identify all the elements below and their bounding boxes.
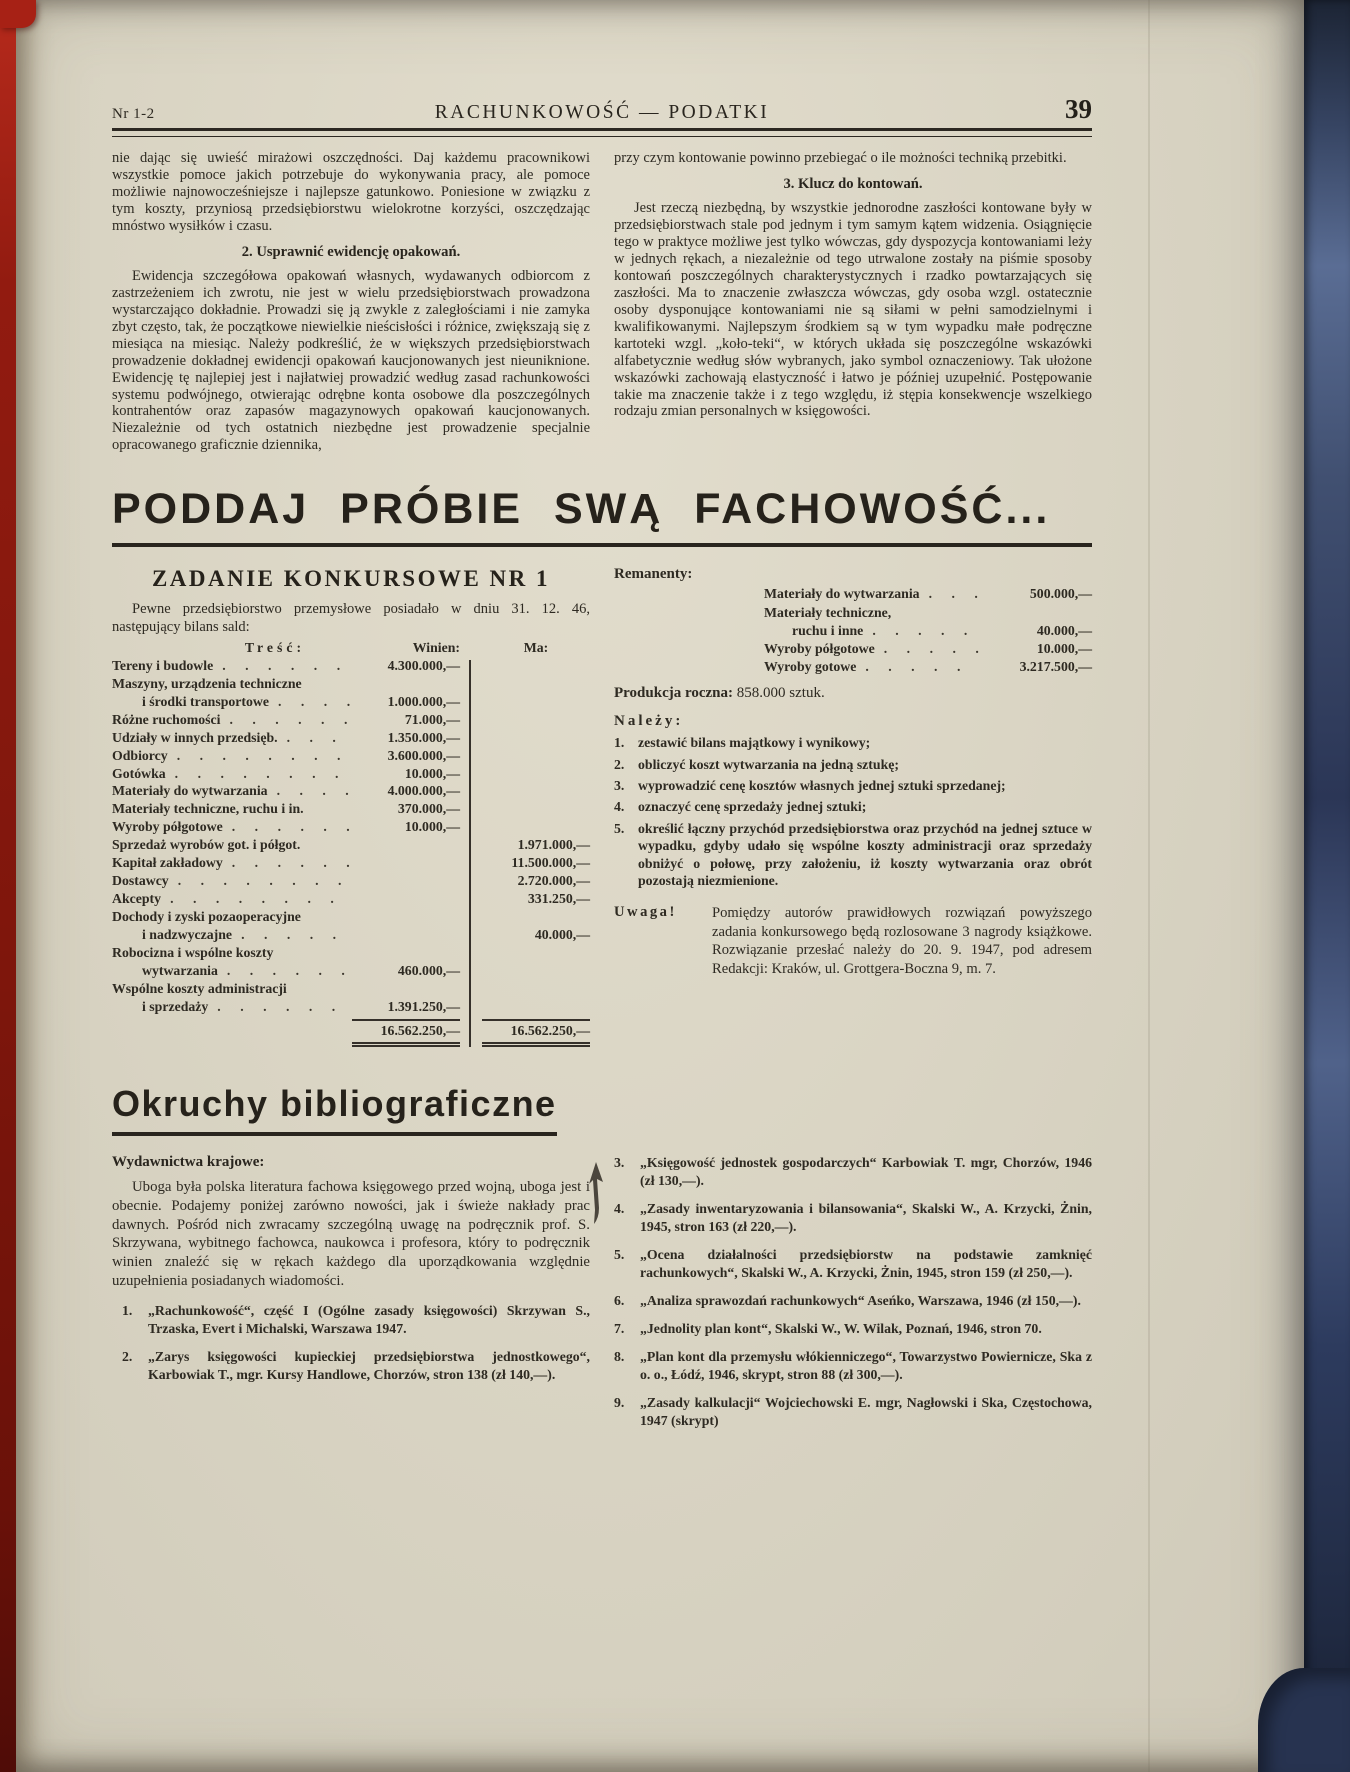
balance-row-label: i sprzedaży — [142, 998, 209, 1014]
biblio-right-column — [614, 1154, 1092, 1439]
biblio-item — [614, 1348, 1092, 1384]
balance-row-label: Tereny i budowle — [112, 658, 214, 674]
biblio-item-number: 6. — [614, 1292, 625, 1308]
remanenty-label: Materiały do wytwarzania — [764, 586, 920, 602]
biblio-item-text: „Zasady kalkulacji“ Wojciechowski E. mgr, Nagłowski i Ska, Częstochowa, 1947 (skrypt) — [640, 1394, 1092, 1428]
balance-row-label: Sprzedaż wyrobów got. i półgot. — [112, 837, 301, 853]
dot-leader — [161, 890, 352, 908]
dot-leader — [208, 998, 352, 1016]
dot-leader — [278, 729, 352, 747]
uwaga-note — [614, 904, 1092, 978]
uwaga-text: Pomiędzy autorów prawidłowych rozwiązań powyższego zadania konkursowego będą rozlosowane 3 nagrody książkowe. Rozwiązanie przesłać należy do 20. 9. 1947, pod adresem Redakcji: Kraków, ul. Grottgera-Boczna 9, m. 7. — [712, 905, 1092, 977]
biblio-items-left — [112, 1302, 590, 1384]
balance-row — [112, 657, 590, 675]
balance-row — [112, 926, 590, 944]
balance-row-debit: 1.391.250,— — [387, 998, 460, 1014]
remanenty-label: ruchu i inne — [792, 622, 864, 638]
nalezy-item — [614, 798, 1092, 815]
biblio-heading-wrap — [112, 1083, 557, 1136]
nalezy-item-number: 1. — [614, 735, 625, 751]
book-cover-edge — [1304, 0, 1350, 1772]
biblio-item-number: 8. — [614, 1348, 625, 1364]
remanenty-value: 500.000,— — [1029, 586, 1092, 602]
biblio-items-right — [614, 1154, 1092, 1429]
biblio-item-number: 1. — [122, 1303, 133, 1319]
biblio-item-text: „Zarys księgowości kupieckiej przedsiębiorstwa jednostkowego“, Karbowiak T., mgr. Kursy Handlowe, Chorzów, stron 138 (zł 140,—). — [148, 1349, 590, 1382]
remanenty-value: 10.000,— — [1036, 640, 1092, 656]
contest-right-column — [614, 564, 1092, 1047]
balance-row — [112, 747, 590, 765]
production-line — [614, 685, 1092, 702]
biblio-item — [614, 1292, 1092, 1310]
biblio-item-number: 5. — [614, 1247, 625, 1263]
balance-row-label: i nadzwyczajne — [142, 926, 233, 942]
article-columns — [112, 150, 1092, 457]
page-content — [112, 94, 1092, 1439]
balance-row — [112, 675, 590, 693]
biblio-item — [614, 1394, 1092, 1430]
biblio-columns — [112, 1154, 1092, 1439]
production-label: Produkcja roczna: — [614, 685, 734, 702]
balance-row-label: Dostawcy — [112, 873, 169, 889]
remanenty-row — [614, 585, 1092, 603]
balance-row-label: Dochody i zyski pozaoperacyjne — [112, 908, 301, 924]
balance-row — [112, 908, 590, 926]
dot-leader — [302, 675, 352, 693]
biblio-item-text: „Analiza sprawozdań rachunkowych“ Aseńko, Warszawa, 1946 (zł 150,—). — [640, 1292, 1081, 1308]
biblio-item-text: „Plan kont dla przemysłu włókienniczego“, Towarzystwo Powiernicze, Ska z o. o., Łódź, 1946, skrypt, stron 88 (zł 300,—). — [640, 1348, 1092, 1382]
paragraph: nie dając się uwieść mirażowi oszczędności. Daj każdemu pracownikowi wszystkie pomoce jakich potrzebuje do wykonywania pracy, ale pomoce możliwie najnowocześniejsze i najlepsze gatunkowo. Poniesione w związku z tym koszty, przyniosą przedsiębiorstwu wielokrotne korzyści, oszczędzając mnóstwo wysiłków i czasu. — [112, 150, 590, 234]
dot-leader — [856, 658, 980, 676]
biblio-item-text: „Zasady inwentaryzowania i bilansowania“, Skalski W., A. Krzycki, Żnin, 1945, stron 163 (zł 220,—). — [640, 1201, 1092, 1235]
balance-table-header — [112, 639, 590, 657]
dot-leader — [220, 711, 352, 729]
balance-row-debit: 71.000,— — [404, 711, 460, 727]
dot-leader — [168, 747, 352, 765]
balance-row — [112, 729, 590, 747]
dot-leader — [300, 836, 352, 854]
remanenty-row — [614, 658, 1092, 676]
dot-leader — [287, 980, 352, 998]
balance-row-label: Gotówka — [112, 765, 166, 781]
paragraph: Ewidencja szczegółowa opakowań własnych, wydawanych odbiorcom z zastrzeżeniem ich zwrotu, nie jest w wielu przedsiębiorstwach prowadzona wystarczająco dokładnie. Prowadzi się ją zwykle z zaległościami i nie zamyka zbyt często, tak, że początkowe niewielkie nieścisłości i różnice, zwiększają się z miesiąca na miesiąc. Należy podkreślić, że w większych przedsiębiorstwach prowadzenie dokładnej ewidencji opakowań kaucjonowanych jest nieuniknione. Ewidencję tę najlepiej jest i najłatwiej prowadzić według zasad rachunkowości systemu podwójnego, otwierając odrębne konta osobowe dla poszczególnych kontrahentów oraz zapasów magazynowych opakowań kaucjonowanych. Niezależnie od tych ostatnich niezbędne jest prowadzenie specjalnie opracowanego graficznie dziennika, — [112, 267, 590, 454]
total-debit: 16.562.250,— — [352, 1019, 460, 1047]
biblio-item — [614, 1154, 1092, 1190]
biblio-item — [614, 1320, 1092, 1338]
remanenty-row — [614, 604, 1092, 622]
balance-row-label: Udziały w innych przedsięb. — [112, 729, 278, 745]
biblio-item — [122, 1302, 590, 1338]
balance-row-credit: 40.000,— — [534, 926, 590, 942]
paragraph: Jest rzeczą niezbędną, by wszystkie jednorodne zaszłości kontowane były w przedsiębiorstwach stale pod jednym i tym samym kątem widzenia. Osiągnięcie tego w praktyce możliwe jest tylko wówczas, gdy dyspozycja kontowaniami leży w jednych rękach, a niezależnie od tego utrwalone zostały na piśmie sposoby kontowań poszczególnych charakterystycznych i rzadko powtarzających się zaszłości. Ma to znaczenie zwłaszcza wówczas, gdy osoba wzgl. ostatecznie osoby dysponujące kontowaniami nie są siłami w pełni samodzielnymi i kwalifikowanymi. Najlepszym środkiem są w tym wypadku małe podręczne kartoteki wzgl. „koło-teki“, w których układa się poszczególne wskazówki alfabetycznie według słów wybranych, jako symbol oznaczeniowy. Tak ułożone wskazówki zachowają elastyczność i łatwo je później uzupełnić. Postępowanie takie ma znaczenie także i z tego względu, iż stępia konsekwencje wszelkiego rodzaju zmian personalnych w księgowości. — [614, 200, 1092, 420]
balance-row-credit: 2.720.000,— — [517, 873, 590, 889]
balance-row — [112, 765, 590, 783]
nalezy-item — [614, 756, 1092, 773]
balance-row-debit: 10.000,— — [404, 765, 460, 781]
production-value: 858.000 sztuk. — [736, 685, 825, 702]
page-edge-red — [0, 0, 16, 1772]
biblio-item-number: 9. — [614, 1394, 625, 1410]
biblio-item-number: 7. — [614, 1320, 625, 1336]
issue-number: Nr 1-2 — [112, 106, 155, 122]
balance-row-label: Akcepty — [112, 891, 162, 906]
nalezy-item-text: wyprowadzić cenę kosztów własnych jednej sztuki sprzedanej; — [638, 778, 1006, 794]
balance-row — [112, 872, 590, 890]
promo-banner — [112, 485, 1092, 547]
nalezy-item-number: 5. — [614, 820, 625, 836]
nalezy-item-number: 4. — [614, 799, 625, 815]
balance-row-label: Maszyny, urządzenia techniczne — [112, 675, 302, 691]
book-cover-corner — [1258, 1668, 1350, 1772]
contest-title: ZADANIE KONKURSOWE NR 1 — [151, 566, 551, 592]
column-header-winien: Winien: — [412, 640, 460, 656]
remanenty-list — [614, 585, 1092, 676]
page-edge-red-corner — [0, 0, 36, 28]
balance-row — [112, 854, 590, 872]
balance-row — [112, 944, 590, 962]
total-credit: 16.562.250,— — [482, 1019, 590, 1047]
nalezy-item — [614, 820, 1092, 890]
balance-row — [112, 800, 590, 818]
paper-crease — [1148, 0, 1150, 1772]
balance-row-label: Materiały techniczne, ruchu i in. — [112, 801, 304, 817]
totals-spacer — [112, 1022, 352, 1040]
remanenty-label: Materiały techniczne, — [764, 604, 892, 620]
masthead — [112, 94, 1092, 125]
balance-row-debit: 4.300.000,— — [387, 658, 460, 674]
nalezy-item — [614, 777, 1092, 794]
nalezy-list — [614, 734, 1092, 889]
balance-row-debit: 10.000,— — [404, 819, 460, 835]
article-column-left — [112, 150, 590, 457]
balance-row — [112, 818, 590, 836]
dot-leader — [920, 585, 980, 603]
nalezy-item-number: 3. — [614, 778, 625, 794]
balance-table — [112, 639, 590, 1047]
balance-row-label: Kapitał zakładowy — [112, 855, 223, 871]
remanenty-value: 3.217.500,— — [1019, 659, 1092, 675]
biblio-item-text: „Jednolity plan kont“, Skalski W., W. Wilak, Poznań, 1946, stron 70. — [640, 1320, 1042, 1336]
balance-row-debit: 370.000,— — [397, 801, 460, 817]
journal-title: RACHUNKOWOŚĆ — PODATKI — [434, 102, 770, 123]
contest-left-column — [112, 564, 590, 1047]
biblio-left-column — [112, 1154, 590, 1439]
nalezy-title: Należy: — [614, 713, 684, 730]
balance-totals-row — [112, 1019, 590, 1047]
dot-leader — [301, 908, 352, 926]
balance-row — [112, 998, 590, 1016]
biblio-item — [614, 1246, 1092, 1282]
biblio-item-number: 3. — [614, 1155, 625, 1171]
balance-row-label: Materiały do wytwarzania — [112, 783, 268, 799]
dot-leader — [891, 604, 980, 622]
remanenty-value: 40.000,— — [1036, 622, 1092, 638]
dot-leader — [213, 657, 352, 675]
balance-row — [112, 711, 590, 729]
ink-mark — [586, 1160, 606, 1226]
dot-leader — [166, 765, 352, 783]
dot-leader — [875, 640, 980, 658]
biblio-heading: Okruchy bibliograficzne — [112, 1083, 557, 1125]
balance-row-label: Odbiorcy — [112, 747, 168, 763]
dot-leader — [304, 800, 352, 818]
balance-row-debit: 3.600.000,— — [387, 747, 460, 763]
nalezy-item — [614, 734, 1092, 751]
remanenty-row — [614, 640, 1092, 658]
dot-leader — [223, 854, 352, 872]
biblio-item-text: „Ocena działalności przedsiębiorstw na podstawie zamknięć rachunkowych“, Skalski W., A. Krzycki, Żnin, 1945, stron 159 (zł 250,—). — [640, 1247, 1092, 1280]
dot-leader — [169, 872, 352, 890]
balance-row-credit: 11.500.000,— — [511, 855, 590, 871]
balance-row-credit: 331.250,— — [527, 891, 590, 906]
nalezy-item-text: oznaczyć cenę sprzedaży jednej sztuki; — [638, 799, 867, 815]
biblio-item-text: „Księgowość jednostek gospodarczych“ Karbowiak T. mgr, Chorzów, 1946 (zł 130,—). — [640, 1155, 1092, 1189]
balance-row-debit: 4.000.000,— — [387, 783, 460, 799]
balance-row-label: Różne ruchomości — [112, 711, 221, 727]
biblio-item-number: 4. — [614, 1201, 625, 1217]
column-header-ma: Ma: — [523, 640, 549, 656]
balance-rows — [112, 657, 590, 1015]
dot-leader — [232, 926, 352, 944]
remanenty-label: Wyroby gotowe — [764, 659, 857, 675]
article-column-right — [614, 150, 1092, 457]
contest-section — [112, 564, 1092, 1047]
dot-leader — [273, 944, 352, 962]
nalezy-item-text: obliczyć koszt wytwarzania na jedną sztukę; — [638, 756, 899, 772]
biblio-subtitle: Wydawnictwa krajowe: — [112, 1154, 265, 1171]
balance-row-debit: 460.000,— — [397, 962, 460, 978]
remanenty-title: Remanenty: — [614, 566, 693, 583]
section-heading: 2. Usprawnić ewidencję opakowań. — [241, 243, 461, 260]
masthead-rule — [112, 128, 1092, 137]
dot-leader — [223, 818, 352, 836]
balance-row-credit: 1.971.000,— — [517, 837, 590, 853]
biblio-item-text: „Rachunkowość“, część I (Ogólne zasady księgowości) Skrzywan S., Trzaska, Evert i Michalski, Warszawa 1947. — [148, 1303, 590, 1337]
section-heading: 3. Klucz do kontowań. — [783, 175, 923, 192]
biblio-item — [614, 1200, 1092, 1236]
balance-row-label: Robocizna i wspólne koszty — [112, 944, 274, 960]
paragraph: przy czym kontowanie powinno przebiegać o ile możności techniką przebitki. — [614, 150, 1067, 166]
column-gap — [460, 639, 482, 657]
balance-row — [112, 836, 590, 854]
dot-leader — [268, 782, 352, 800]
dot-leader — [863, 622, 980, 640]
balance-row-label: i środki transportowe — [142, 693, 269, 709]
biblio-intro: Uboga była polska literatura fachowa księgowego przed wojną, uboga jest i obecnie. Podajemy poniżej zarówno nowości, jak i świeże nakłady prac dawnych. Pośród nich zwracamy szczególną uwagę na podręcznik prof. S. Skrzywana, wybitnego fachowca, naukowca i profesora, który to podręcznik winien znaleźć się w rękach każdego dla uporządkowania względnie uzupełnienia posiadanych wiadomości. — [112, 1179, 590, 1289]
remanenty-label: Wyroby półgotowe — [764, 640, 875, 656]
balance-row — [112, 962, 590, 980]
nalezy-item-text: zestawić bilans majątkowy i wynikowy; — [638, 735, 871, 751]
balance-row — [112, 782, 590, 800]
column-header-tresc: Treść: — [244, 640, 306, 656]
remanenty-row — [614, 622, 1092, 640]
balance-row-debit: 1.350.000,— — [387, 729, 460, 745]
dot-leader — [269, 693, 352, 711]
uwaga-label: Uwaga! — [614, 904, 677, 921]
balance-row-label: Wyroby półgotowe — [112, 819, 223, 835]
balance-row-label: wytwarzania — [142, 962, 218, 978]
page-number: 39 — [1065, 94, 1092, 124]
balance-row-label: Wspólne koszty administracji — [112, 980, 287, 996]
nalezy-item-text: określić łączny przychód przedsiębiorstwa oraz przychód na jednej sztuce w wypadku, gdyby udało się wspólne koszty administracji oraz sprzedaży obniżyć o połowę, przy założeniu, iż koszty wytwarzania oraz obrót pozostają niezmienione. — [638, 820, 1092, 888]
biblio-item-number: 2. — [122, 1349, 133, 1365]
balance-row — [112, 693, 590, 711]
contest-intro: Pewne przedsiębiorstwo przemysłowe posiadało w dniu 31. 12. 46, następujący bilans sald: — [112, 601, 590, 635]
dot-leader — [218, 962, 352, 980]
promo-heading: PODDAJ PRÓBIE SWĄ FACHOWOŚĆ... — [112, 485, 1051, 534]
balance-row-debit: 1.000.000,— — [387, 693, 460, 709]
balance-row — [112, 890, 590, 908]
nalezy-item-number: 2. — [614, 756, 625, 772]
biblio-item — [122, 1348, 590, 1384]
balance-row — [112, 980, 590, 998]
